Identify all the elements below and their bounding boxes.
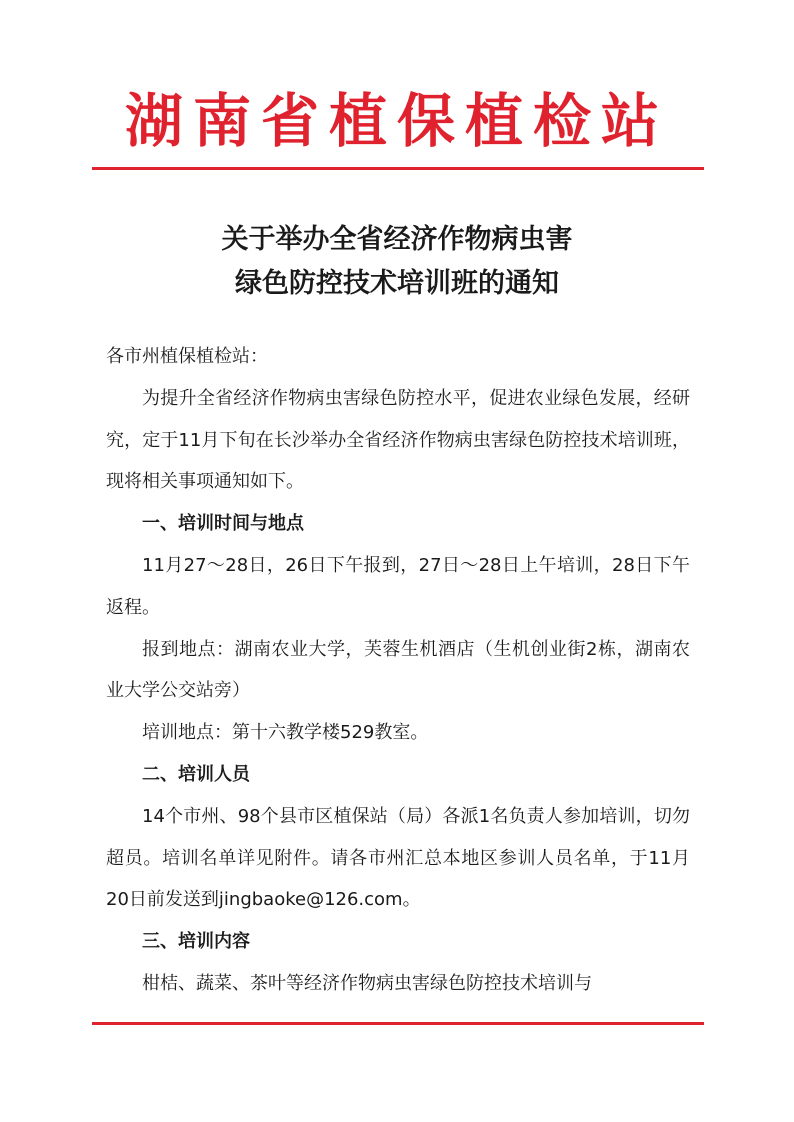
- document-body: [106, 336, 690, 1005]
- document-title-line-1: 关于举办全省经济作物病虫害: [221, 224, 573, 255]
- section-3-text: 柑桔、蔬菜、茶叶等经济作物病虫害绿色防控技术培训与: [142, 972, 592, 994]
- section-1-venue: 培训地点：第十六教学楼529教室。: [142, 722, 429, 744]
- document-title-line-2: 绿色防控技术培训班的通知: [235, 268, 559, 299]
- section-3-heading: 三、培训内容: [142, 931, 250, 953]
- section-1-time: 11月27～28日，26日下午报到，27日～28日上午培训，28日下午返程。: [106, 554, 690, 618]
- org-header-title: 湖南省植保植检站: [124, 87, 669, 155]
- footer-divider: [92, 1022, 704, 1025]
- document-title: [0, 218, 794, 306]
- salutation: 各市州植保植检站：: [106, 346, 268, 367]
- section-1-heading: 一、培训时间与地点: [142, 513, 304, 535]
- section-1-checkin: 报到地点：湖南农业大学，芙蓉生机酒店（生机创业街2栋，湖南农业大学公交站旁）: [106, 638, 690, 702]
- section-2-heading: 二、培训人员: [142, 763, 250, 785]
- intro-paragraph: 为提升全省经济作物病虫害绿色防控水平，促进农业绿色发展，经研究，定于11月下旬在长沙举办全省经济作物病虫害绿色防控技术培训班，现将相关事项通知如下。: [106, 387, 690, 493]
- header-divider: [92, 167, 704, 170]
- section-2-text: 14个市州、98个县市区植保站（局）各派1名负责人参加培训，切勿超员。培训名单详见附件。请各市州汇总本地区参训人员名单，于11月20日前发送到jingbaoke@126.com。: [106, 805, 690, 911]
